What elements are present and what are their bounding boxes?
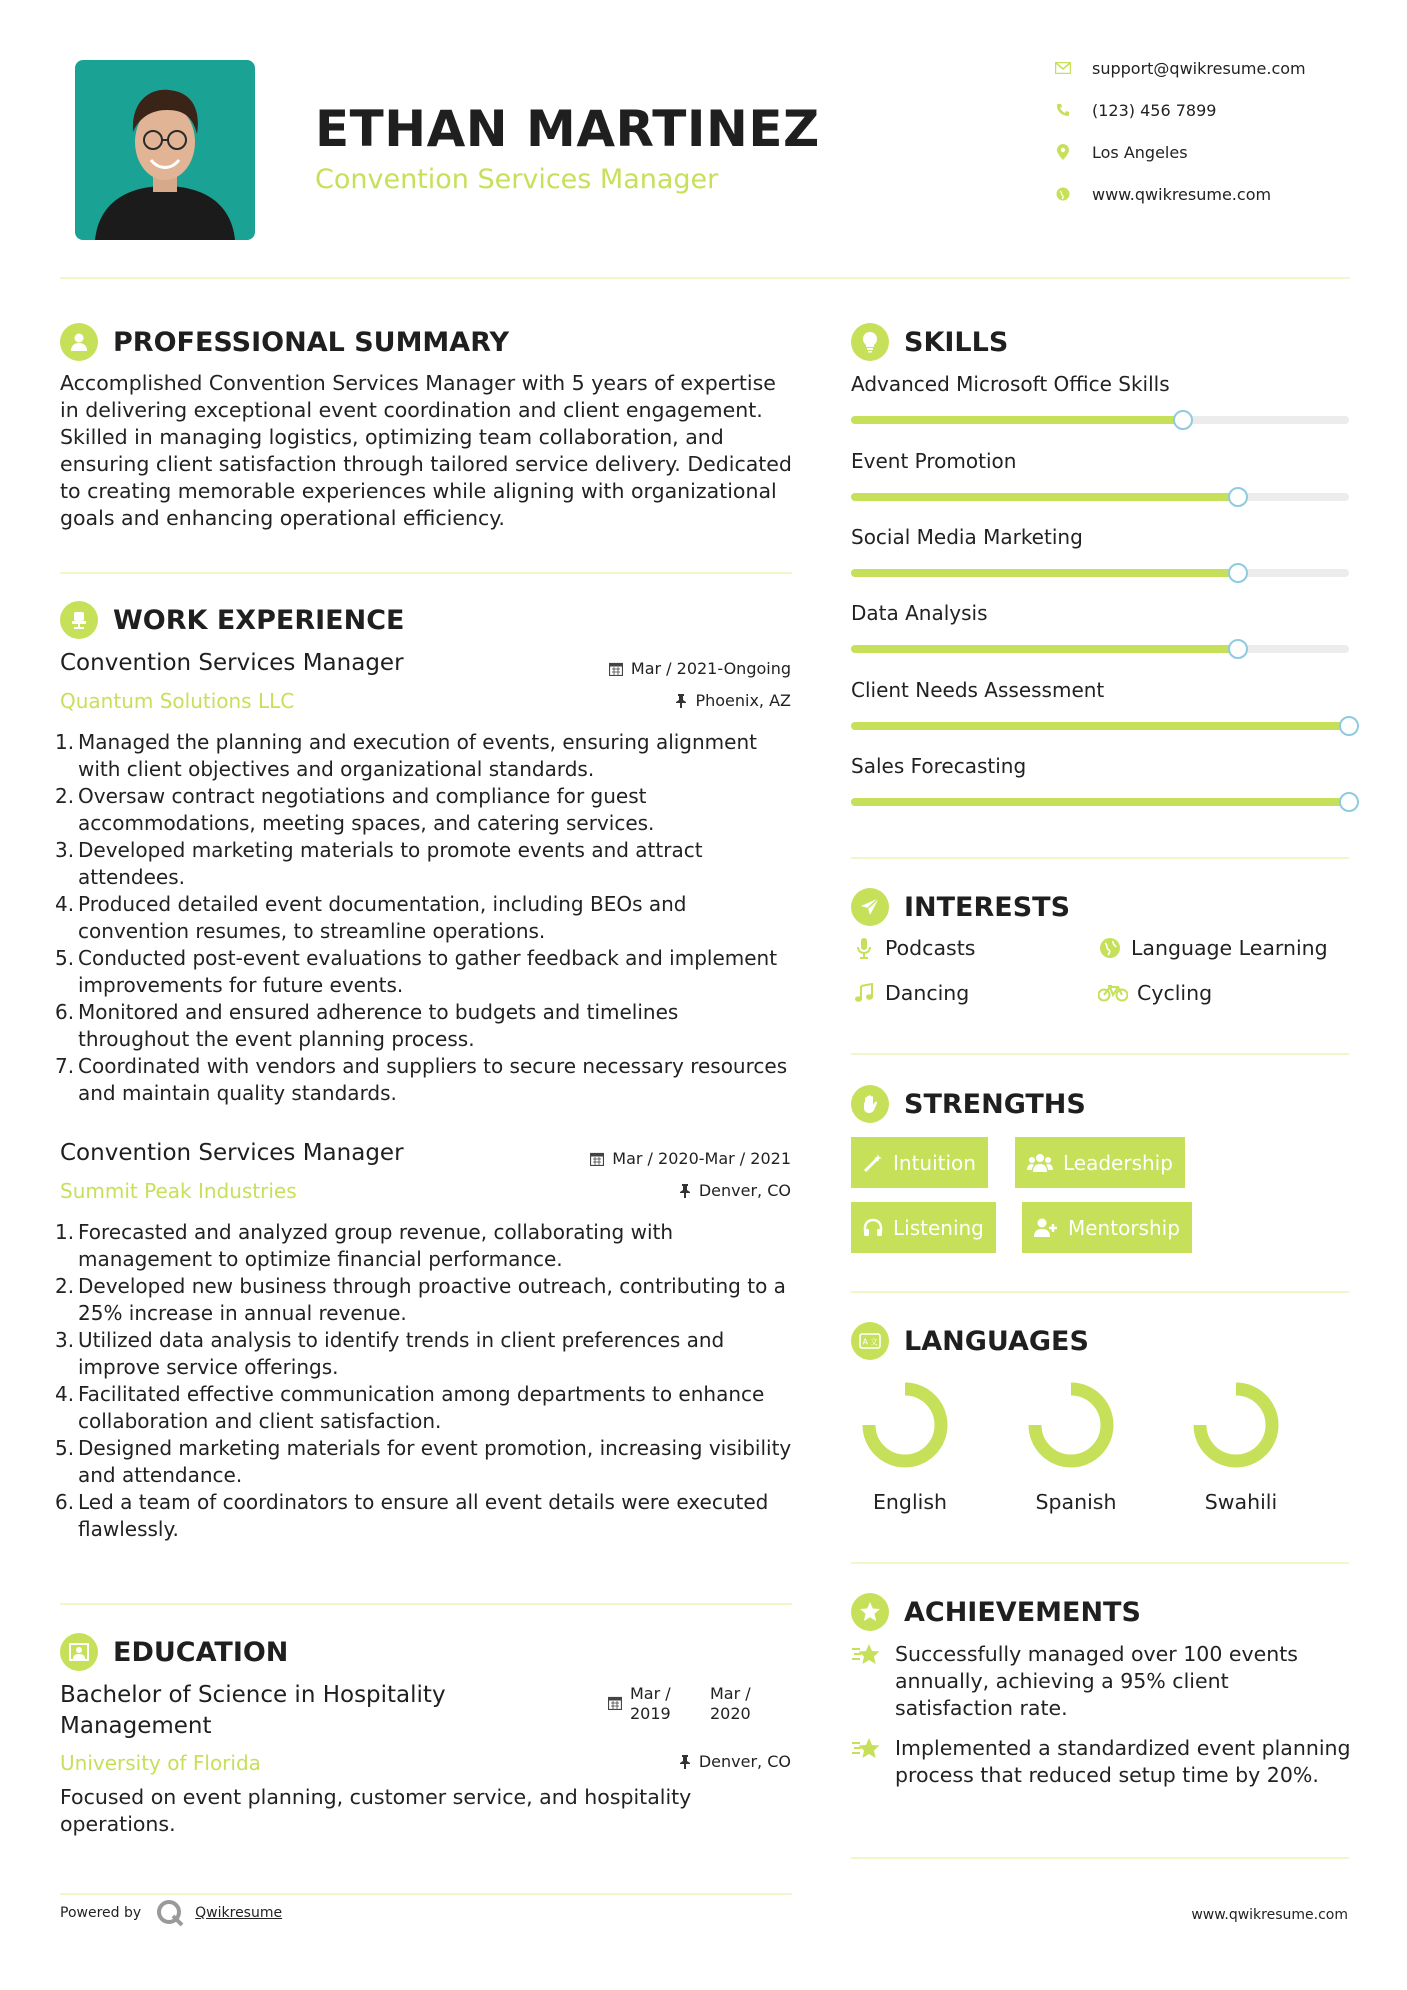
skill-2-label: Event Promotion <box>851 449 1017 473</box>
summary-heading: PROFESSIONAL SUMMARY <box>60 323 509 361</box>
contact-phone[interactable] <box>1052 100 1372 120</box>
skill-6-label: Sales Forecasting <box>851 754 1027 778</box>
skill-2-knob <box>1228 487 1248 507</box>
job-2-title: Convention Services Manager <box>60 1140 404 1166</box>
achievements-heading: ACHIEVEMENTS <box>851 1593 1141 1631</box>
skill-4-track <box>851 645 1349 653</box>
skill-2-track <box>851 493 1349 501</box>
achievement-1: Successfully managed over 100 events annually, achieving a 95% client satisfaction rate. <box>851 1641 1351 1722</box>
list-item: 6. Led a team of coordinators to ensure all event details were executed flawlessly. <box>55 1490 769 1541</box>
skill-2-fill <box>851 493 1238 501</box>
language-swahili-arc <box>1200 1389 1272 1461</box>
skill-1-knob <box>1173 410 1193 430</box>
job-2-date: Mar / 2020-Mar / 2021 <box>590 1149 791 1168</box>
skill-6-knob <box>1339 792 1359 812</box>
interest-language-learning: Language Learning <box>1097 936 1328 960</box>
svg-text:A: A <box>862 1337 868 1347</box>
skill-3-label: Social Media Marketing <box>851 525 1083 549</box>
education-degree: Bachelor of Science in Hospitality Management <box>60 1682 446 1739</box>
strength-listening: Listening <box>851 1202 996 1253</box>
education-start: Mar / 2019 <box>630 1684 671 1723</box>
education-dates <box>608 1684 770 1724</box>
globe-icon <box>1097 936 1123 960</box>
skill-3-fill <box>851 569 1238 577</box>
interest-dancing: Dancing <box>851 981 969 1005</box>
job-1-location: Phoenix, AZ <box>675 691 791 710</box>
skill-3-track <box>851 569 1349 577</box>
list-item: 3. Developed marketing materials to promote events and attract attendees. <box>55 838 703 889</box>
language-swahili-ring <box>1191 1380 1281 1470</box>
music-note-icon <box>851 981 877 1005</box>
summary-text: Accomplished Convention Services Manager with 5 years of expertise in delivering exceptional event coordination and client engagement. Skilled in managing logistics, optimizing team collaboration, and ensuring client satisfaction through tailored service delivery. Dedicated to creating memorable experiences while aligning with organizational goals and enhancing operational efficiency. <box>60 371 792 530</box>
footer-website[interactable]: www.qwikresume.com <box>1191 1907 1348 1923</box>
skill-6-fill <box>851 798 1349 806</box>
skill-4-knob <box>1228 639 1248 659</box>
header-divider <box>60 277 1350 279</box>
skill-3-knob <box>1228 563 1248 583</box>
pushpin-icon <box>679 1755 691 1769</box>
strengths-heading: STRENGTHS <box>851 1085 1086 1123</box>
job-1-date: Mar / 2021-Ongoing <box>609 659 791 678</box>
star-icon <box>851 1735 885 1789</box>
contact-phone-text: (123) 456 7899 <box>1092 100 1217 120</box>
star-icon <box>851 1641 885 1722</box>
list-item: 2. Developed new business through proactive outreach, contributing to a 25% increase in annual revenue. <box>55 1274 786 1325</box>
list-item: 4. Facilitated effective communication among departments to enhance collaboration and client satisfaction. <box>55 1382 765 1433</box>
skills-heading: SKILLS <box>851 323 1008 361</box>
skill-4-fill <box>851 645 1238 653</box>
language-spanish-ring <box>1026 1380 1116 1470</box>
contact-website[interactable] <box>1052 184 1372 204</box>
work-divider <box>60 1603 792 1605</box>
job-2-company: Summit Peak Industries <box>60 1179 297 1203</box>
skill-1-fill <box>851 416 1183 424</box>
candidate-name: ETHAN MARTINEZ <box>315 100 820 158</box>
job-2-bullets <box>55 1219 795 1543</box>
phone-icon <box>1052 100 1074 120</box>
education-school: University of Florida <box>60 1751 261 1775</box>
education-description: Focused on event planning, customer service, and hospitality operations. <box>60 1785 692 1836</box>
interests-divider <box>851 1053 1349 1055</box>
map-pin-icon <box>1052 142 1074 162</box>
languages-heading: A 文 LANGUAGES <box>851 1322 1089 1360</box>
skills-divider <box>851 857 1349 859</box>
language-spanish-label: Spanish <box>1035 1490 1117 1514</box>
strength-mentorship: Mentorship <box>1022 1202 1192 1253</box>
skill-5-knob <box>1339 716 1359 736</box>
summary-divider <box>60 572 792 574</box>
skill-5-label: Client Needs Assessment <box>851 678 1105 702</box>
footer-powered-by: Powered by Qwikresume <box>60 1898 282 1928</box>
calendar-icon <box>590 1152 604 1166</box>
interest-cycling: Cycling <box>1097 981 1212 1005</box>
job-2-location: Denver, CO <box>679 1181 791 1200</box>
skill-4-label: Data Analysis <box>851 601 988 625</box>
contact-location <box>1052 142 1372 162</box>
qwikresume-logo-icon <box>155 1898 185 1928</box>
graduation-icon <box>60 1633 98 1671</box>
calendar-icon <box>609 662 623 676</box>
language-swahili-label: Swahili <box>1204 1490 1278 1514</box>
achievement-2: Implemented a standardized event planning process that reduced setup time by 20%. <box>851 1735 1351 1789</box>
skill-6-track <box>851 798 1349 806</box>
profile-photo <box>75 60 255 240</box>
hand-icon <box>851 1085 889 1123</box>
interest-podcasts: Podcasts <box>851 936 975 960</box>
users-icon <box>1027 1153 1053 1173</box>
headphones-icon <box>863 1218 883 1238</box>
strengths-divider <box>851 1291 1349 1293</box>
list-item: 5. Conducted post-event evaluations to gather feedback and implement improvements for future events. <box>55 946 778 997</box>
job-1-company: Quantum Solutions LLC <box>60 689 295 713</box>
achievements-divider <box>851 1857 1349 1859</box>
contact-location-text: Los Angeles <box>1092 142 1188 162</box>
list-item: 3. Utilized data analysis to identify trends in client preferences and improve service offerings. <box>55 1328 725 1379</box>
contact-email-text: support@qwikresume.com <box>1092 58 1306 78</box>
contact-website-text: www.qwikresume.com <box>1092 184 1272 204</box>
star-badge-icon <box>851 1593 889 1631</box>
list-item: 1. Forecasted and analyzed group revenue, collaborating with management to optimize financial performance. <box>55 1220 674 1271</box>
list-item: 5. Designed marketing materials for event promotion, increasing visibility and attendance. <box>55 1436 792 1487</box>
skill-1-track <box>851 416 1349 424</box>
globe-icon <box>1052 184 1074 204</box>
calendar-icon <box>608 1696 622 1710</box>
magic-wand-icon <box>863 1153 883 1173</box>
education-end: Mar / 2020 <box>710 1684 751 1723</box>
pushpin-icon <box>679 1184 691 1198</box>
translate-icon <box>851 1322 889 1360</box>
skill-5-track <box>851 722 1349 730</box>
languages-divider <box>851 1562 1349 1564</box>
interests-heading: INTERESTS <box>851 888 1070 926</box>
education-location: Denver, CO <box>679 1752 791 1771</box>
job-1-title: Convention Services Manager <box>60 650 404 676</box>
job-1-bullets <box>55 729 795 1107</box>
list-item: 1. Managed the planning and execution of events, ensuring alignment with client objectives and organizational standards. <box>55 730 757 781</box>
list-item: 2. Oversaw contract negotiations and compliance for guest accommodations, meeting spaces, and catering services. <box>55 784 655 835</box>
lightbulb-icon <box>851 323 889 361</box>
user-icon <box>60 323 98 361</box>
svg-text:文: 文 <box>870 1337 878 1347</box>
envelope-icon <box>1052 58 1074 78</box>
language-spanish-arc <box>1035 1389 1107 1461</box>
strength-intuition: Intuition <box>851 1137 988 1188</box>
bicycle-icon <box>1097 981 1129 1005</box>
strength-leadership: Leadership <box>1015 1137 1185 1188</box>
list-item: 7. Coordinated with vendors and suppliers to secure necessary resources and maintain quality standards. <box>55 1054 788 1105</box>
user-plus-icon <box>1034 1218 1058 1238</box>
work-heading: WORK EXPERIENCE <box>60 601 404 639</box>
language-english-ring <box>860 1380 950 1470</box>
language-english-label: English <box>872 1490 948 1514</box>
skill-5-fill <box>851 722 1349 730</box>
contact-email[interactable] <box>1052 58 1372 78</box>
education-divider <box>60 1893 792 1895</box>
microphone-icon <box>851 936 877 960</box>
pushpin-icon <box>675 694 687 708</box>
candidate-title: Convention Services Manager <box>315 164 719 195</box>
qwikresume-link[interactable]: Qwikresume <box>195 1905 283 1921</box>
briefcase-chair-icon <box>60 601 98 639</box>
list-item: 6. Monitored and ensured adherence to budgets and timelines throughout the event planning process. <box>55 1000 679 1051</box>
paper-plane-icon <box>851 888 889 926</box>
language-english-arc <box>869 1389 941 1461</box>
skill-1-label: Advanced Microsoft Office Skills <box>851 372 1170 396</box>
list-item: 4. Produced detailed event documentation, including BEOs and convention resumes, to streamline operations. <box>55 892 687 943</box>
education-heading: EDUCATION <box>60 1633 288 1671</box>
